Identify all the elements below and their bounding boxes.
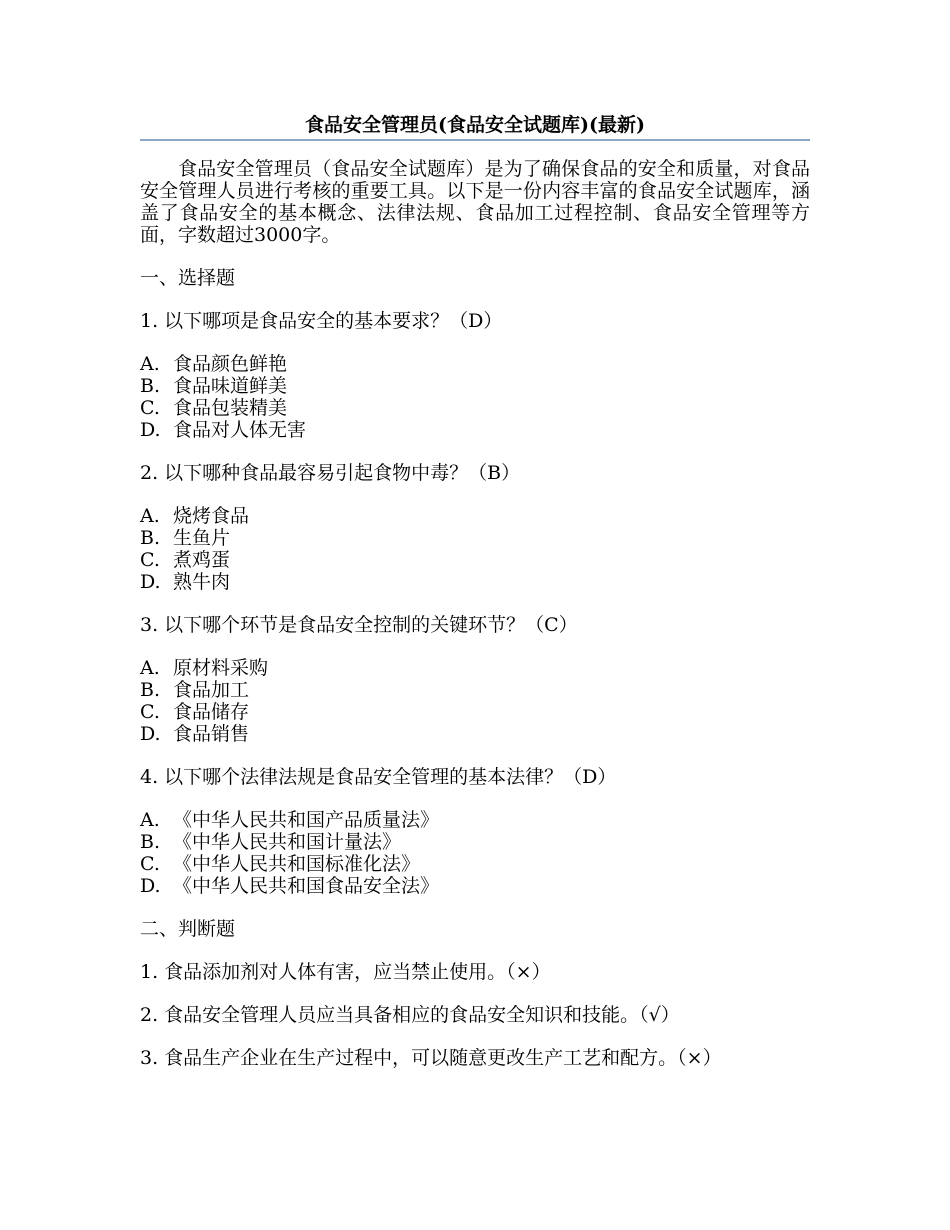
option-text: 《中华人民共和国计量法》	[173, 831, 402, 853]
option-letter: B.	[140, 679, 161, 701]
option	[140, 809, 810, 831]
option-text: 食品对人体无害	[173, 419, 307, 441]
option-text: 食品包装精美	[173, 397, 288, 419]
option	[140, 505, 810, 527]
option-letter: A.	[140, 809, 160, 831]
option	[140, 853, 810, 875]
question-1: 1. 以下哪项是食品安全的基本要求？（D）	[140, 310, 503, 332]
option	[140, 527, 810, 549]
option-text: 生鱼片	[173, 527, 231, 549]
option-text: 食品销售	[173, 723, 250, 745]
option-letter: C.	[140, 397, 160, 419]
section-heading-choice: 一、选择题	[140, 267, 236, 289]
question-2: 2. 以下哪种食品最容易引起食物中毒？（B）	[140, 462, 521, 484]
option-letter: C.	[140, 853, 160, 875]
question-1-options	[140, 353, 810, 441]
title-divider	[140, 139, 810, 141]
option-letter: A.	[140, 657, 160, 679]
option-text: 《中华人民共和国食品安全法》	[173, 875, 440, 897]
option	[140, 875, 810, 897]
option-letter: D.	[140, 419, 161, 441]
judgment-item-1: 1. 食品添加剂对人体有害，应当禁止使用。（×）	[140, 961, 551, 983]
option-text: 《中华人民共和国产品质量法》	[173, 809, 440, 831]
option	[140, 723, 810, 745]
option-text: 食品颜色鲜艳	[173, 353, 288, 375]
option-text: 食品加工	[173, 679, 250, 701]
option	[140, 831, 810, 853]
option	[140, 419, 810, 441]
option-text: 《中华人民共和国标准化法》	[173, 853, 421, 875]
judgment-item-3: 3. 食品生产企业在生产过程中，可以随意更改生产工艺和配方。（×）	[140, 1047, 722, 1069]
option-letter: D.	[140, 571, 161, 593]
section-heading-judgment: 二、判断题	[140, 918, 236, 940]
option	[140, 549, 810, 571]
option-letter: C.	[140, 549, 160, 571]
option-text: 食品储存	[173, 701, 250, 723]
option-letter: D.	[140, 723, 161, 745]
judgment-item-2: 2. 食品安全管理人员应当具备相应的食品安全知识和技能。（√）	[140, 1004, 680, 1026]
option-text: 烧烤食品	[173, 505, 250, 527]
option-letter: D.	[140, 875, 161, 897]
option-letter: B.	[140, 527, 161, 549]
option-letter: B.	[140, 831, 161, 853]
document-body	[140, 158, 810, 1069]
option-letter: B.	[140, 375, 161, 397]
option-text: 食品味道鲜美	[173, 375, 288, 397]
option	[140, 679, 810, 701]
option-text: 熟牛肉	[173, 571, 231, 593]
option	[140, 353, 810, 375]
option-text: 原材料采购	[173, 657, 269, 679]
option	[140, 701, 810, 723]
option-text: 煮鸡蛋	[173, 549, 231, 571]
option-letter: A.	[140, 353, 160, 375]
intro-paragraph: 食品安全管理员（食品安全试题库）是为了确保食品的安全和质量，对食品安全管理人员进行考核的重要工具。以下是一份内容丰富的食品安全试题库，涵盖了食品安全的基本概念、法律法规、食品加工过程控制、食品安全管理等方面，字数超过3000字。	[140, 158, 810, 246]
question-3-options	[140, 657, 810, 745]
option-letter: A.	[140, 505, 160, 527]
option	[140, 571, 810, 593]
question-3: 3. 以下哪个环节是食品安全控制的关键环节？（C）	[140, 614, 578, 636]
question-4-options	[140, 809, 810, 897]
option-letter: C.	[140, 701, 160, 723]
page-title: 食品安全管理员(食品安全试题库)(最新)	[305, 114, 645, 136]
question-2-options	[140, 505, 810, 593]
option	[140, 657, 810, 679]
option	[140, 397, 810, 419]
option	[140, 375, 810, 397]
question-4: 4. 以下哪个法律法规是食品安全管理的基本法律？（D）	[140, 766, 617, 788]
